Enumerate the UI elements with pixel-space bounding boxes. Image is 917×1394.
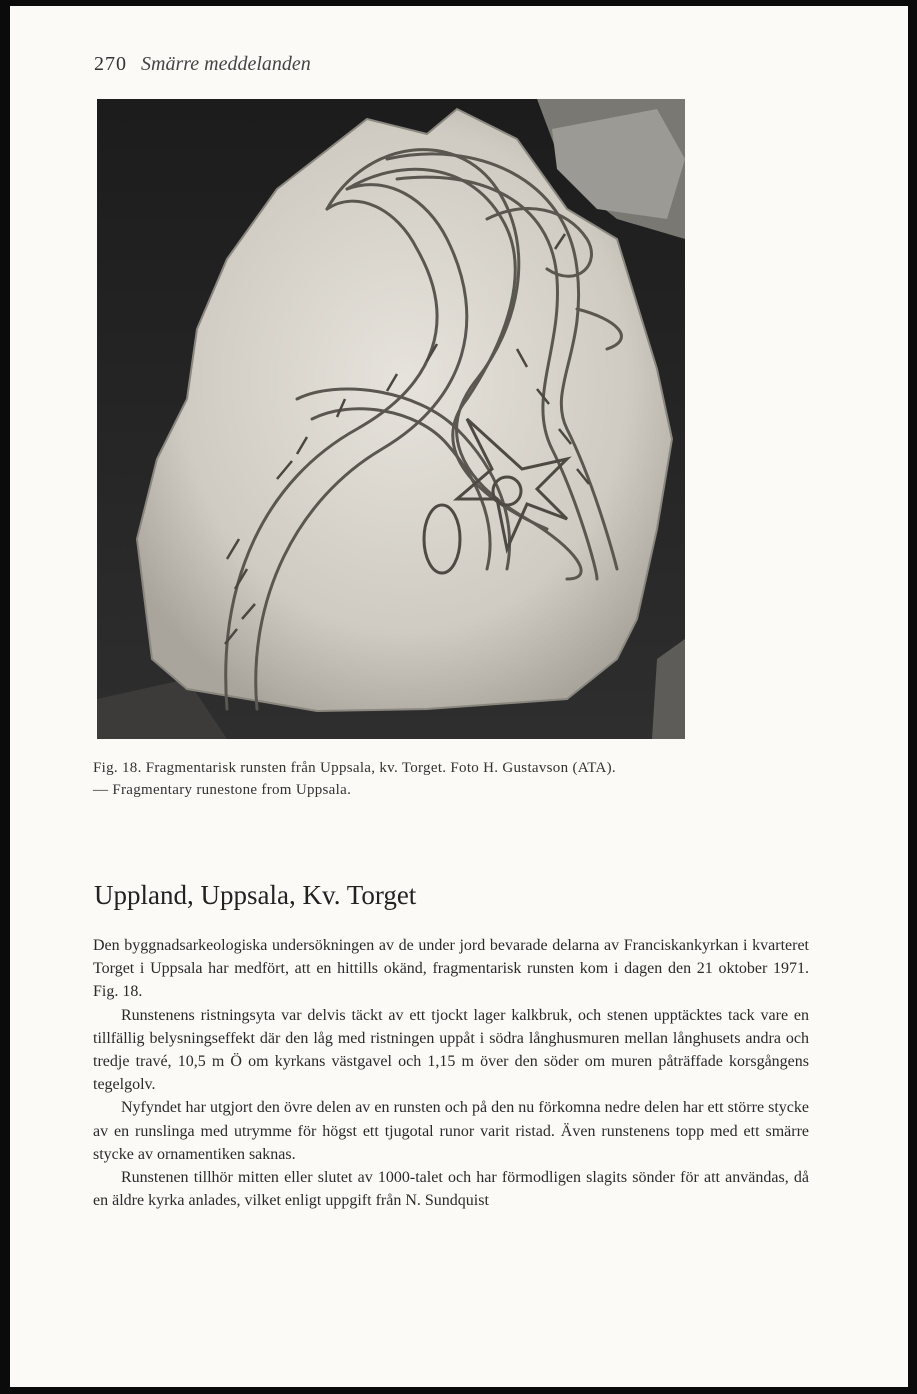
book-page <box>10 6 908 1387</box>
paragraph: Runstenens ristningsyta var delvis täckt av ett tjockt lager kalkbruk, och stenen upptäcktes tack vare en tillfällig belysningseffekt där den låg med ristningen uppåt i södra långhusmuren mellan långhusets andra och tredje travé, 10,5 m Ö om kyrkans västgavel och 1,15 m över den söder om muren påträffade korsgångens tegelgolv. <box>93 1006 809 1094</box>
runestone-image <box>97 99 685 739</box>
running-header <box>94 53 311 76</box>
paragraph: Den byggnadsarkeologiska undersökningen av de under jord bevarade delarna av Franciskankyrkan i kvarteret Torget i Uppsala har medfört, att en hittills okänd, fragmentarisk runsten kom i dagen den 21 oktober 1971. Fig. 18. <box>93 937 809 1001</box>
caption-line-swedish: Fig. 18. Fragmentarisk runsten från Uppsala, kv. Torget. Foto H. Gustavson (ATA). <box>93 760 616 776</box>
runestone-photograph <box>97 99 685 739</box>
caption-line-english: — Fragmentary runestone from Uppsala. <box>93 782 352 798</box>
running-title: Smärre meddelanden <box>141 53 311 75</box>
article-body <box>93 934 809 1212</box>
paragraph: Nyfyndet har utgjort den övre delen av en runsten och på den nu förkomna nedre delen har ett större stycke av en runslinga med utrymme för högst ett tjugotal runor varit ristad. Även runstenens topp med ett smärre stycke av ornamentiken saknas. <box>93 1099 809 1163</box>
section-heading: Uppland, Uppsala, Kv. Torget <box>94 880 417 910</box>
page-number: 270 <box>94 53 127 75</box>
figure-caption <box>93 757 813 801</box>
paragraph: Runstenen tillhör mitten eller slutet av 1000-talet och har förmodligen slagits sönder för att användas, då en äldre kyrka anlades, vilket enligt uppgift från N. Sundquist <box>93 1169 809 1210</box>
